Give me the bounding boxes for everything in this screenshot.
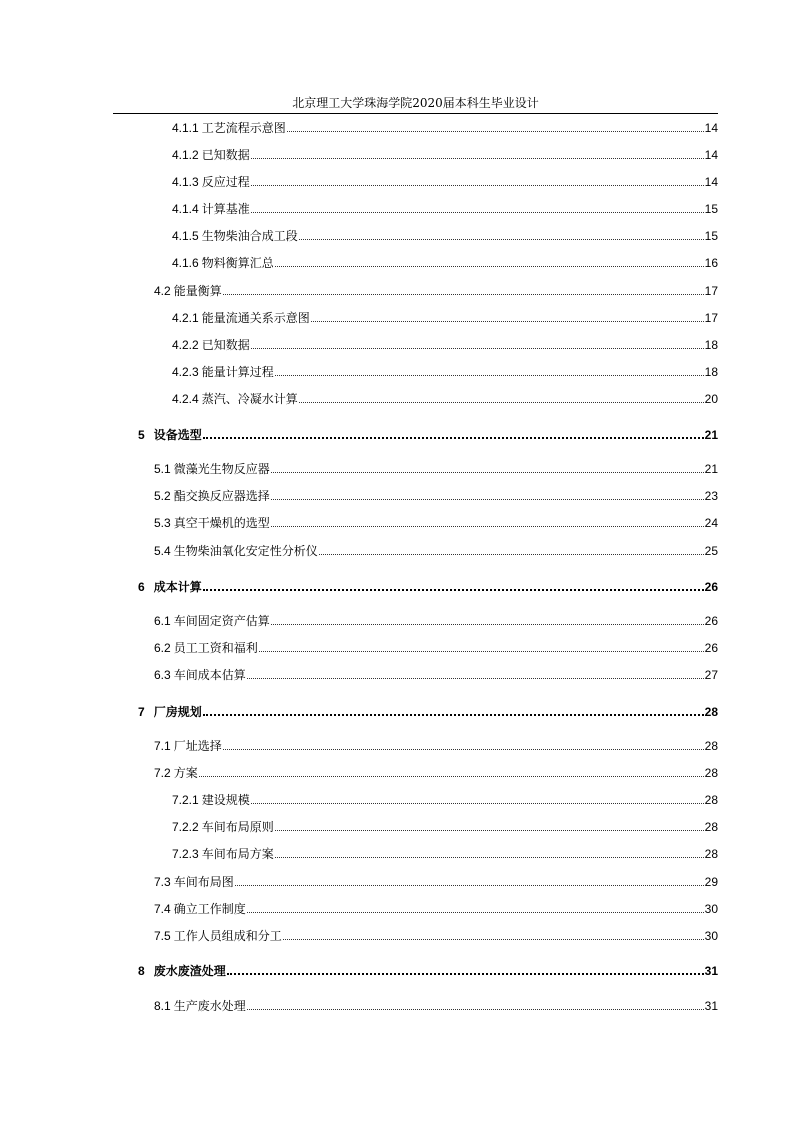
toc-entry-page: 21 xyxy=(704,462,718,476)
toc-entry-number: 7.4 xyxy=(154,902,171,916)
toc-entry-title: 生产废水处理 xyxy=(173,999,246,1013)
toc-entry-page: 21 xyxy=(704,428,718,442)
toc-entry-number: 4.1.3 xyxy=(172,175,199,189)
toc-leader-dots xyxy=(203,588,704,591)
toc-leader-dots xyxy=(223,748,704,750)
toc-entry[interactable] xyxy=(172,255,718,271)
toc-leader-dots xyxy=(275,374,704,376)
toc-entry-page: 26 xyxy=(704,614,718,628)
toc-entry-title: 微藻光生物反应器 xyxy=(173,462,270,476)
toc-entry-page: 20 xyxy=(704,392,718,406)
toc-entry-number: 7.2.3 xyxy=(172,847,199,861)
toc-leader-dots xyxy=(271,498,704,500)
toc-entry[interactable] xyxy=(172,792,718,808)
toc-entry-page: 30 xyxy=(704,929,718,943)
toc-leader-dots xyxy=(287,130,704,132)
toc-entry[interactable] xyxy=(154,928,718,944)
toc-entry[interactable] xyxy=(172,846,718,862)
toc-leader-dots xyxy=(247,677,704,679)
toc-entry[interactable] xyxy=(154,613,718,629)
toc-leader-dots xyxy=(203,436,704,439)
toc-leader-dots xyxy=(275,265,704,267)
toc-entry-title: 计算基准 xyxy=(201,202,250,216)
toc-entry[interactable] xyxy=(154,998,718,1014)
toc-leader-dots xyxy=(271,471,704,473)
toc-entry-number: 7.1 xyxy=(154,739,171,753)
toc-entry-page: 23 xyxy=(704,489,718,503)
toc-entry-number: 4.1.4 xyxy=(172,202,199,216)
toc-entry-title: 酯交换反应器选择 xyxy=(173,489,270,503)
toc-entry-title: 车间布局图 xyxy=(173,875,234,889)
toc-leader-dots xyxy=(251,211,704,213)
toc-leader-dots xyxy=(299,401,704,403)
toc-entry-page: 31 xyxy=(704,964,718,978)
toc-entry-number: 6.2 xyxy=(154,641,171,655)
toc-entry-page: 17 xyxy=(704,311,718,325)
toc-entry[interactable] xyxy=(154,765,718,781)
toc-leader-dots xyxy=(271,525,704,527)
toc-entry-number: 4.2 xyxy=(154,284,171,298)
toc-entry-title: 车间布局原则 xyxy=(201,820,274,834)
toc-leader-dots xyxy=(247,1008,704,1010)
toc-entry[interactable] xyxy=(172,228,718,244)
toc-entry[interactable] xyxy=(154,515,718,531)
toc-entry[interactable] xyxy=(172,147,718,163)
toc-entry[interactable] xyxy=(138,963,718,979)
toc-entry-page: 24 xyxy=(704,516,718,530)
toc-leader-dots xyxy=(247,911,704,913)
toc-entry[interactable] xyxy=(172,310,718,326)
toc-leader-dots xyxy=(235,884,704,886)
toc-entry[interactable] xyxy=(172,364,718,380)
toc-entry-page: 14 xyxy=(704,148,718,162)
toc-entry-page: 18 xyxy=(704,338,718,352)
toc-entry[interactable] xyxy=(154,738,718,754)
toc-leader-dots xyxy=(199,775,704,777)
toc-entry[interactable] xyxy=(154,640,718,656)
toc-entry-title: 建设规模 xyxy=(201,793,250,807)
toc-entry-title: 车间布局方案 xyxy=(201,847,274,861)
toc-entry-title: 确立工作制度 xyxy=(173,902,246,916)
toc-entry-title: 已知数据 xyxy=(201,148,250,162)
toc-entry-number: 6 xyxy=(138,580,145,594)
toc-entry-number: 5.3 xyxy=(154,516,171,530)
toc-leader-dots xyxy=(275,829,704,831)
toc-entry-number: 7.2 xyxy=(154,766,171,780)
toc-entry-number: 7.2.2 xyxy=(172,820,199,834)
toc-entry-title: 反应过程 xyxy=(201,175,250,189)
toc-entry-number: 5.2 xyxy=(154,489,171,503)
toc-leader-dots xyxy=(223,293,704,295)
toc-entry-page: 17 xyxy=(704,284,718,298)
toc-leader-dots xyxy=(299,238,704,240)
toc-entry-page: 28 xyxy=(704,820,718,834)
toc-entry-number: 6.3 xyxy=(154,668,171,682)
toc-entry-title: 已知数据 xyxy=(201,338,250,352)
toc-entry-page: 15 xyxy=(704,202,718,216)
toc-entry-title: 设备选型 xyxy=(153,428,202,442)
toc-entry-number: 4.2.3 xyxy=(172,365,199,379)
toc-entry-title: 工艺流程示意图 xyxy=(201,121,286,135)
toc-entry-number: 7.2.1 xyxy=(172,793,199,807)
toc-leader-dots xyxy=(319,553,704,555)
toc-entry[interactable] xyxy=(154,488,718,504)
toc-leader-dots xyxy=(311,320,704,322)
toc-entry[interactable] xyxy=(138,704,718,720)
toc-entry-number: 4.1.5 xyxy=(172,229,199,243)
toc-entry-title: 方案 xyxy=(173,766,198,780)
toc-entry-title: 能量计算过程 xyxy=(201,365,274,379)
toc-entry[interactable] xyxy=(138,579,718,595)
toc-entry-title: 工作人员组成和分工 xyxy=(173,929,282,943)
toc-entry[interactable] xyxy=(172,337,718,353)
toc-leader-dots xyxy=(251,184,704,186)
toc-entry-title: 物料衡算汇总 xyxy=(201,256,274,270)
toc-leader-dots xyxy=(203,713,704,716)
toc-entry-page: 16 xyxy=(704,256,718,270)
toc-entry[interactable] xyxy=(172,201,718,217)
toc-entry[interactable] xyxy=(138,427,718,443)
toc-entry-number: 7.3 xyxy=(154,875,171,889)
toc-leader-dots xyxy=(275,856,704,858)
toc-entry-page: 14 xyxy=(704,175,718,189)
toc-entry[interactable] xyxy=(172,174,718,190)
toc-entry-title: 厂址选择 xyxy=(173,739,222,753)
toc-entry-number: 4.2.4 xyxy=(172,392,199,406)
toc-entry-number: 5.1 xyxy=(154,462,171,476)
toc-leader-dots xyxy=(251,802,704,804)
toc-entry-number: 5 xyxy=(138,428,145,442)
toc-entry[interactable] xyxy=(154,667,718,683)
toc-entry-title: 车间固定资产估算 xyxy=(173,614,270,628)
toc-entry-title: 能量流通关系示意图 xyxy=(201,311,310,325)
toc-entry-title: 成本计算 xyxy=(153,580,202,594)
toc-entry-number: 4.1.6 xyxy=(172,256,199,270)
toc-leader-dots xyxy=(283,938,704,940)
toc-entry-page: 25 xyxy=(704,544,718,558)
toc-entry-title: 真空干燥机的选型 xyxy=(173,516,270,530)
toc-entry-page: 29 xyxy=(704,875,718,889)
toc-entry-number: 7 xyxy=(138,705,145,719)
toc-entry-number: 8.1 xyxy=(154,999,171,1013)
toc-entry-page: 18 xyxy=(704,365,718,379)
toc-entry-number: 4.1.2 xyxy=(172,148,199,162)
toc-entry-page: 26 xyxy=(704,580,718,594)
toc-entry-page: 28 xyxy=(704,705,718,719)
toc-entry-number: 4.2.1 xyxy=(172,311,199,325)
toc-entry-title: 生物柴油合成工段 xyxy=(201,229,298,243)
toc-leader-dots xyxy=(259,650,704,652)
toc-entry-title: 车间成本估算 xyxy=(173,668,246,682)
toc-entry[interactable] xyxy=(154,901,718,917)
toc-entry-number: 7.5 xyxy=(154,929,171,943)
toc-entry[interactable] xyxy=(172,819,718,835)
toc-entry-number: 4.2.2 xyxy=(172,338,199,352)
toc-leader-dots xyxy=(251,347,704,349)
toc-entry-page: 30 xyxy=(704,902,718,916)
toc-entry-page: 27 xyxy=(704,668,718,682)
toc-entry-number: 4.1.1 xyxy=(172,121,199,135)
toc-entry[interactable] xyxy=(154,283,718,299)
toc-entry-title: 废水废渣处理 xyxy=(153,964,226,978)
page-header: 北京理工大学珠海学院2020届本科生毕业设计 xyxy=(292,96,539,110)
toc-entry-page: 26 xyxy=(704,641,718,655)
toc-entry-title: 蒸汽、冷凝水计算 xyxy=(201,392,298,406)
toc-entry-title: 厂房规划 xyxy=(153,705,202,719)
toc-entry[interactable] xyxy=(154,461,718,477)
toc-entry-page: 28 xyxy=(704,739,718,753)
toc-entry-number: 5.4 xyxy=(154,544,171,558)
toc-entry[interactable] xyxy=(154,874,718,890)
toc-leader-dots xyxy=(251,157,704,159)
toc-entry-title: 能量衡算 xyxy=(173,284,222,298)
toc-entry-page: 28 xyxy=(704,847,718,861)
toc-entry-page: 28 xyxy=(704,766,718,780)
toc-entry[interactable] xyxy=(172,391,718,407)
toc-entry-page: 28 xyxy=(704,793,718,807)
toc-entry-page: 14 xyxy=(704,121,718,135)
toc-entry-title: 生物柴油氧化安定性分析仪 xyxy=(173,544,318,558)
toc-entry-number: 6.1 xyxy=(154,614,171,628)
toc-entry-page: 31 xyxy=(704,999,718,1013)
toc-entry[interactable] xyxy=(154,543,718,559)
toc-entry[interactable] xyxy=(172,120,718,136)
toc-entry-number: 8 xyxy=(138,964,145,978)
toc-leader-dots xyxy=(271,623,704,625)
toc-leader-dots xyxy=(227,972,704,975)
toc-entry-page: 15 xyxy=(704,229,718,243)
toc-entry-title: 员工工资和福利 xyxy=(173,641,258,655)
